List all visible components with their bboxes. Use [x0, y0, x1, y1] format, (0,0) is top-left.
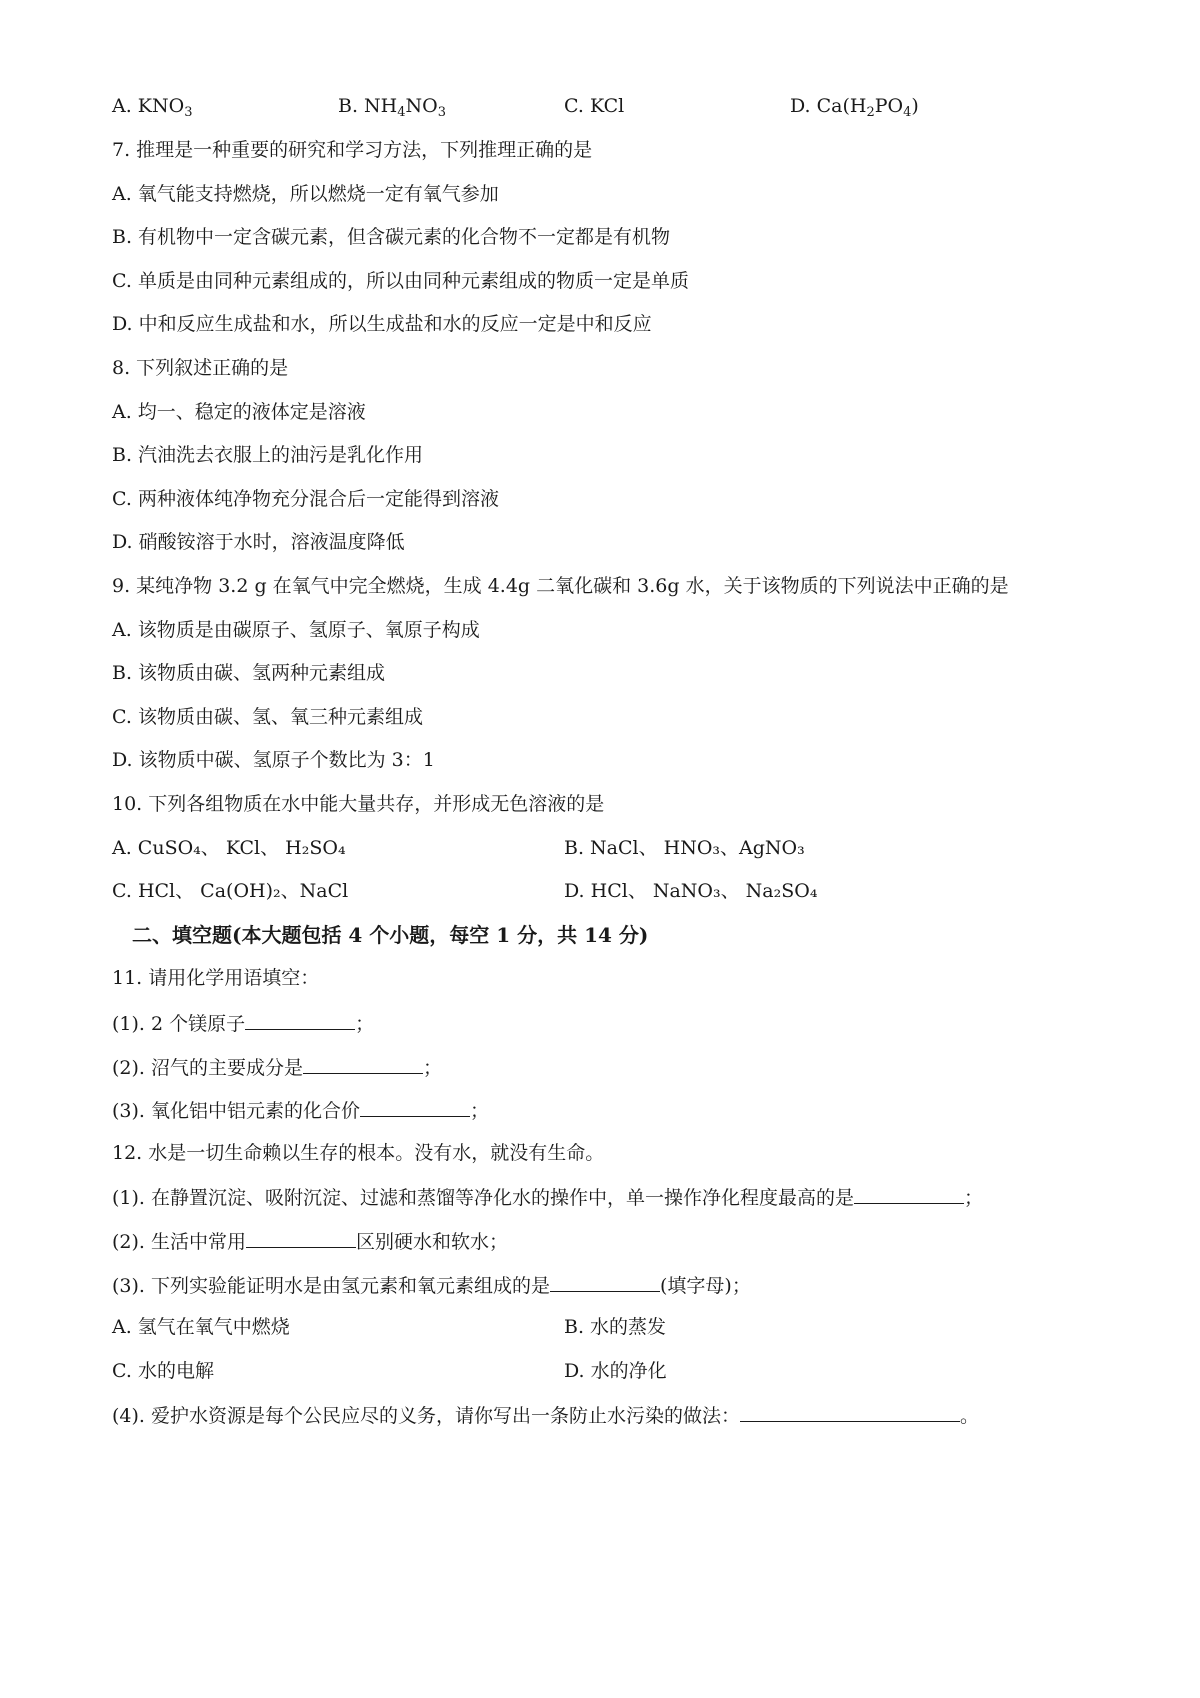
q9-option-a: A. 该物质是由碳原子、氢原子、氧原子构成	[112, 619, 480, 641]
q10-option-b: B. NaCl、 HNO₃、AgNO₃	[564, 837, 805, 859]
q12-part-4: (4). 爱护水资源是每个公民应尽的义务，请你写出一条防止水污染的做法： 。	[112, 1399, 979, 1429]
q7-option-a: A. 氧气能支持燃烧，所以燃烧一定有氧气参加	[112, 183, 499, 205]
q12-options-row2	[112, 1356, 1092, 1386]
q6-option-b: B. $NH_4NO_3$	[338, 95, 447, 120]
q11-part-3: (3). 氧化铝中铝元素的化合价 ；	[112, 1094, 489, 1124]
answer-blank[interactable]	[360, 1094, 470, 1117]
q7-option-b: B. 有机物中一定含碳元素，但含碳元素的化合物不一定都是有机物	[112, 226, 671, 248]
q12-option-b: B. 水的蒸发	[564, 1316, 667, 1338]
answer-blank[interactable]	[245, 1007, 355, 1030]
q8-option-d: D. 硝酸铵溶于水时，溶液温度降低	[112, 531, 405, 553]
q10-option-c: C. HCl、 Ca(OH)₂、NaCl	[112, 880, 349, 902]
q9-option-b: B. 该物质由碳、氢两种元素组成	[112, 662, 386, 684]
q12-part-1: (1). 在静置沉淀、吸附沉淀、过滤和蒸馏等净化水的操作中，单一操作净化程度最高的是 ；	[112, 1181, 983, 1211]
q10-option-d: D. HCl、 NaNO₃、 Na₂SO₄	[564, 880, 818, 902]
q10-stem: 10. 下列各组物质在水中能大量共存，并形成无色溶液的是	[112, 793, 605, 815]
answer-blank[interactable]	[740, 1399, 960, 1422]
q10-options-row1	[112, 833, 1092, 863]
q11-part-2: (2). 沼气的主要成分是 ；	[112, 1051, 442, 1081]
answer-blank[interactable]	[854, 1181, 964, 1204]
q11-part-1: (1). 2 个镁原子 ；	[112, 1007, 374, 1037]
q12-part-3: (3). 下列实验能证明水是由氢元素和氧元素组成的是 (填字母)；	[112, 1269, 751, 1299]
q7-stem: 7. 推理是一种重要的研究和学习方法，下列推理正确的是	[112, 139, 593, 161]
q12-part-2: (2). 生活中常用 区别硬水和软水；	[112, 1225, 508, 1255]
answer-blank[interactable]	[303, 1051, 423, 1074]
answer-blank[interactable]	[550, 1269, 660, 1292]
q8-stem: 8. 下列叙述正确的是	[112, 357, 289, 379]
q11-stem: 11. 请用化学用语填空：	[112, 967, 320, 989]
q9-stem: 9. 某纯净物 3.2 g 在氧气中完全燃烧，生成 4.4g 二氧化碳和 3.6g 水，关于该物质的下列说法中正确的是	[112, 575, 1009, 597]
q8-option-a: A. 均一、稳定的液体定是溶液	[112, 401, 366, 423]
q6-option-a: A. $KNO_3$	[112, 95, 193, 120]
q12-stem: 12. 水是一切生命赖以生存的根本。没有水，就没有生命。	[112, 1142, 605, 1164]
q6-option-d: D. $Ca(H_2PO_4)$	[790, 95, 919, 120]
q7-option-c: C. 单质是由同种元素组成的，所以由同种元素组成的物质一定是单质	[112, 270, 689, 292]
q10-options-row2	[112, 876, 1092, 906]
q9-option-c: C. 该物质由碳、氢、氧三种元素组成	[112, 706, 423, 728]
q12-option-a: A. 氢气在氧气中燃烧	[112, 1316, 290, 1338]
q9-option-d: D. 该物质中碳、氢原子个数比为 3：1	[112, 749, 435, 771]
q12-option-d: D. 水的净化	[564, 1360, 667, 1382]
answer-blank[interactable]	[246, 1225, 356, 1248]
q12-options-row1	[112, 1312, 1092, 1342]
q8-option-b: B. 汽油洗去衣服上的油污是乳化作用	[112, 444, 424, 466]
q12-option-c: C. 水的电解	[112, 1360, 214, 1382]
q7-option-d: D. 中和反应生成盐和水，所以生成盐和水的反应一定是中和反应	[112, 313, 652, 335]
q10-option-a: A. CuSO₄、 KCl、 H₂SO₄	[112, 837, 346, 859]
q6-option-c: C. KCl	[564, 95, 625, 117]
q8-option-c: C. 两种液体纯净物充分混合后一定能得到溶液	[112, 488, 499, 510]
section-heading: 二、填空题(本大题包括 4 个小题，每空 1 分，共 14 分)	[132, 923, 649, 947]
q6-options	[112, 91, 1092, 121]
